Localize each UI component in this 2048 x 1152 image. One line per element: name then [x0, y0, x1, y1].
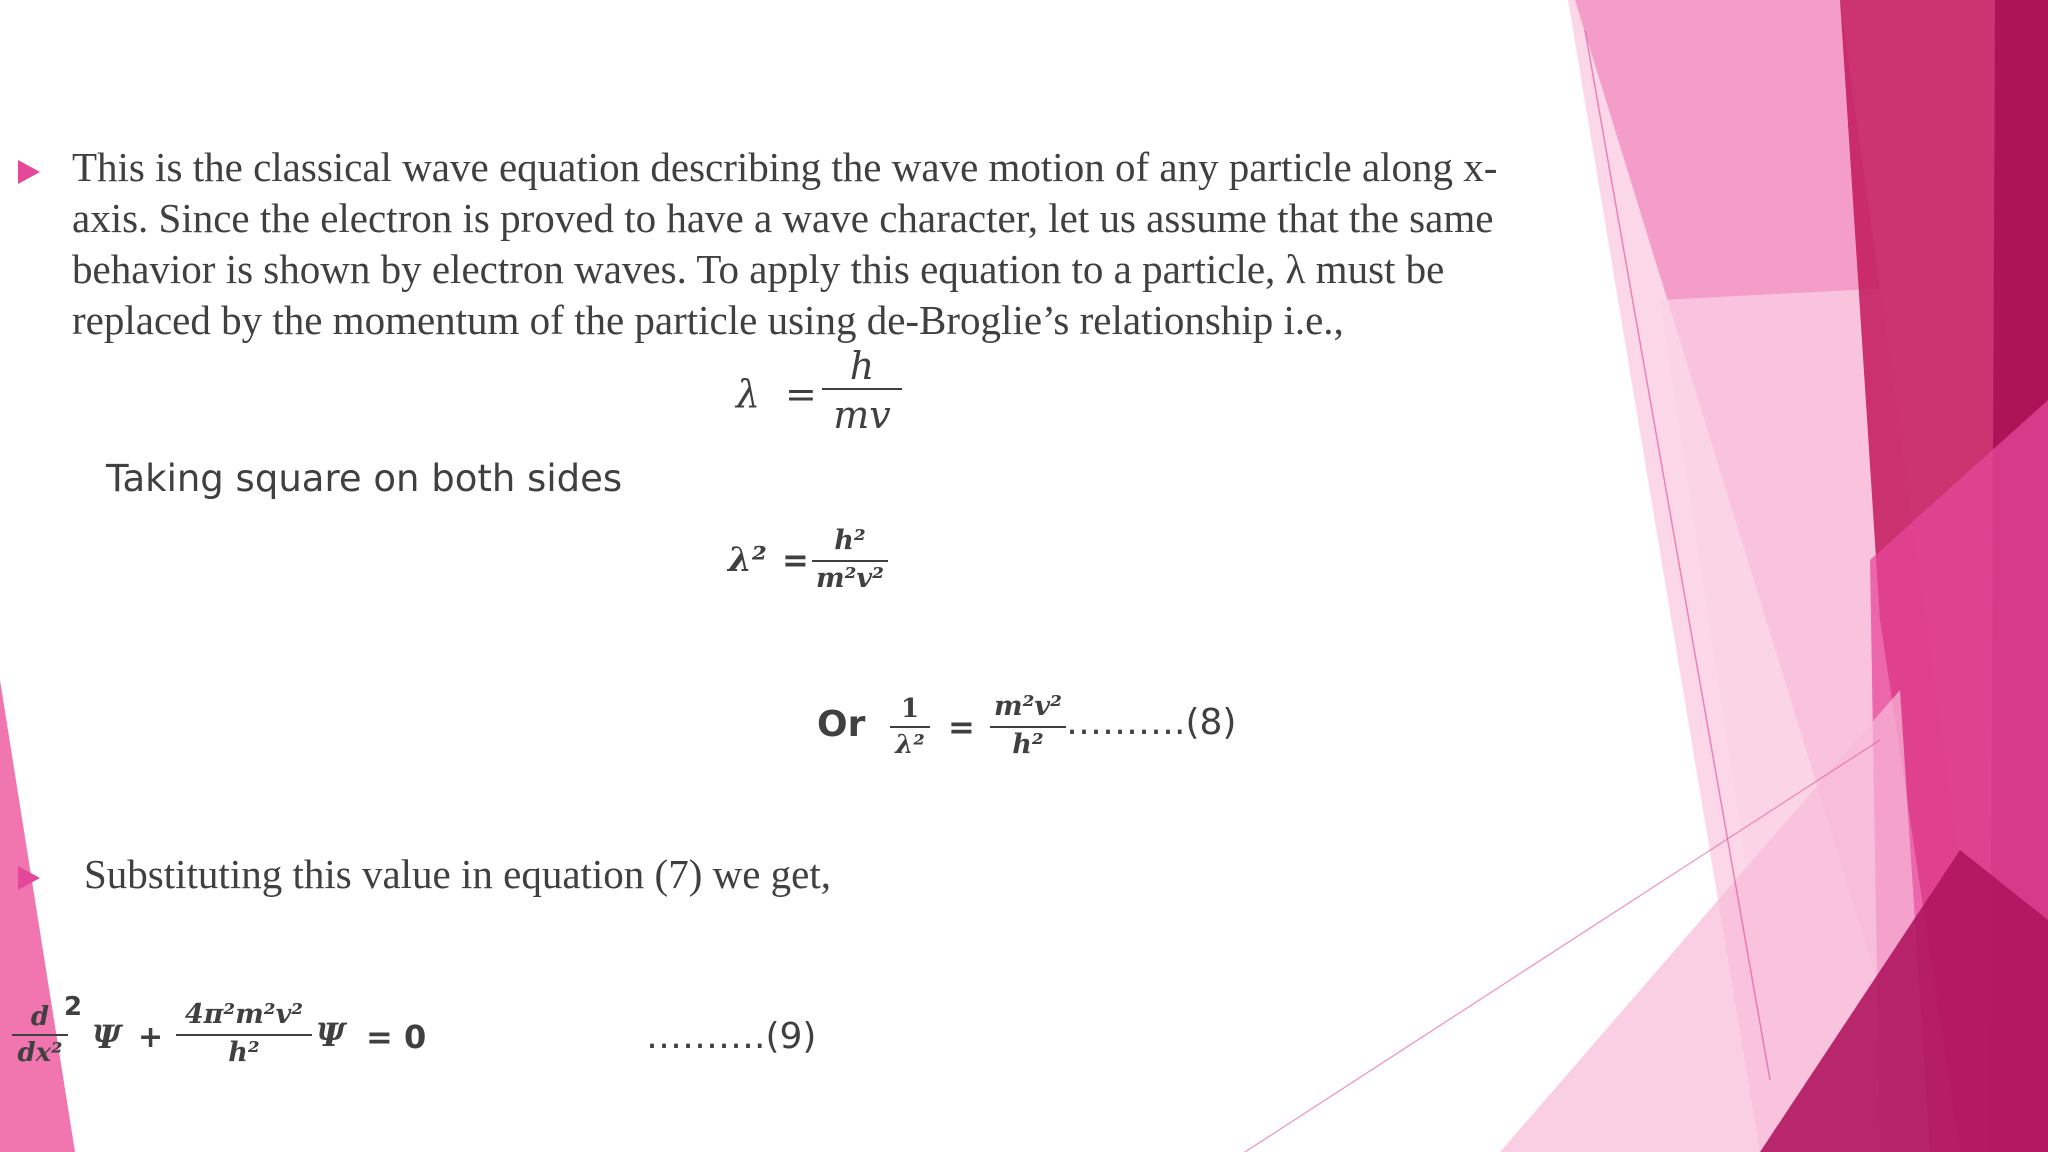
eq4-rhs: = 0: [366, 1018, 427, 1056]
eq3-fraction-2: [990, 688, 1066, 762]
eq3-numerator-2: m²v²: [994, 691, 1062, 722]
eq2-denominator: m²v²: [816, 563, 884, 594]
bullet-1-line-1: This is the classical wave equation describing the wave motion of any particle along x-: [72, 144, 1498, 190]
eq4-denominator: h²: [228, 1037, 260, 1068]
eq1-fraction: [822, 344, 902, 440]
bullet-1-text: [72, 142, 1572, 346]
eq1-lhs: λ: [736, 372, 761, 416]
eq1-numerator: h: [849, 344, 875, 388]
eq3-denominator-2: h²: [1012, 729, 1044, 760]
eq4-psi-1: Ψ: [92, 1018, 122, 1056]
eq3-denominator-1: λ²: [895, 730, 925, 760]
bullet-2-icon: [18, 866, 40, 890]
eq4-derivative: [12, 1000, 68, 1070]
bullet-1-line-3: behavior is shown by electron waves. To apply this equation to a particle, λ must be: [72, 246, 1445, 292]
eq2-numerator: h²: [834, 525, 866, 556]
eq3-equals: =: [948, 708, 975, 746]
eq4-exponent: 2: [64, 992, 83, 1022]
eq3-or: Or: [817, 704, 866, 745]
eq1-denominator: mv: [833, 393, 891, 437]
eq2-fraction: [812, 522, 888, 596]
bullet-1-icon: [18, 160, 40, 184]
eq4-derivative-denominator: dx²: [17, 1038, 63, 1068]
eq4-derivative-numerator: d: [30, 1002, 50, 1032]
eq3-numerator-1: 1: [900, 694, 920, 724]
eq4-plus: +: [138, 1020, 164, 1055]
bullet-1-line-2: axis. Since the electron is proved to have a wave character, let us assume that the same: [72, 195, 1494, 241]
eq3-fraction-1: [890, 692, 930, 762]
eq2-equals: =: [782, 541, 809, 579]
eq3-label: ……….(8): [1066, 702, 1237, 743]
eq4-label: ……….(9): [646, 1016, 817, 1057]
deco-shape-left: [0, 680, 75, 1152]
eq4-fraction: [176, 996, 312, 1070]
bullet-2-text: Substituting this value in equation (7) we get,: [84, 851, 832, 897]
eq2-lhs: λ²: [728, 540, 767, 580]
bullet-1-line-4: replaced by the momentum of the particle using de-Broglie’s relationship i.e.,: [72, 297, 1344, 343]
eq4-numerator: 4π²m²v²: [184, 999, 304, 1030]
taking-square-text: Taking square on both sides: [106, 457, 623, 500]
eq4-psi-2: Ψ: [316, 1016, 346, 1054]
eq1-equals: =: [785, 372, 817, 416]
